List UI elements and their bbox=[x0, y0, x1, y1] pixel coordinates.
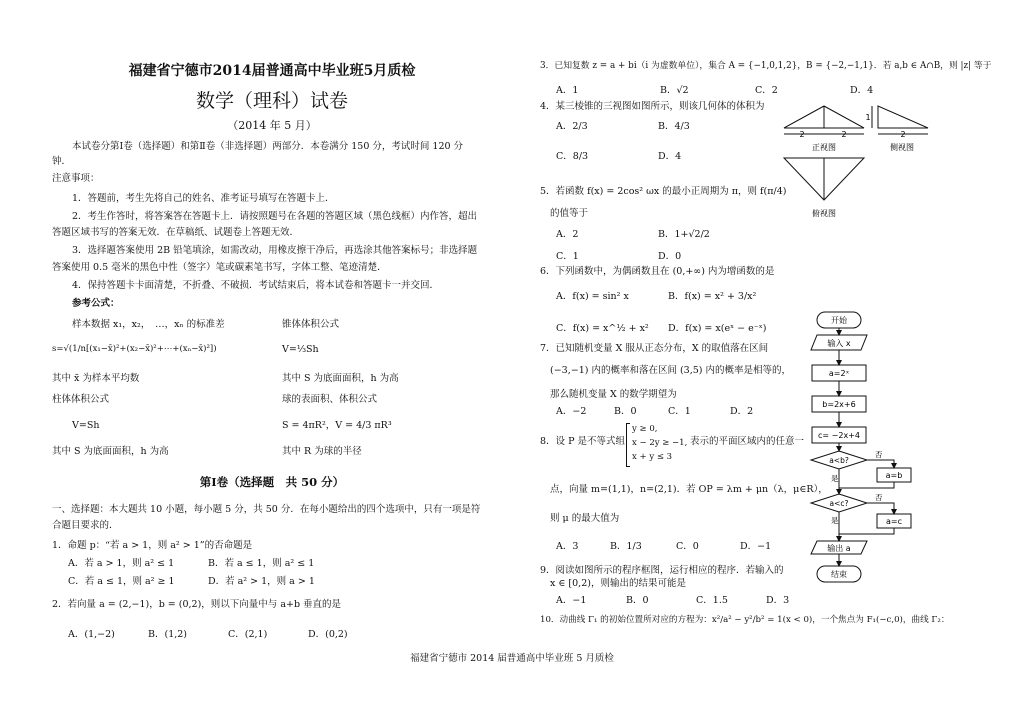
option: D．f(x) = x(eˣ − e⁻ˣ) bbox=[668, 323, 767, 334]
option: C．0 bbox=[676, 541, 699, 552]
inequality: x + y ≤ 3 bbox=[632, 452, 673, 462]
inequality: x − 2y ≥ −1, bbox=[632, 438, 688, 448]
option: C．1.5 bbox=[696, 595, 728, 606]
option: C．1 bbox=[668, 406, 691, 417]
option: A．1 bbox=[556, 85, 579, 96]
question-7: 7．已知随机变量 X 服从正态分布，X 的取值落在区间 bbox=[540, 343, 769, 354]
part1-heading: 第Ⅰ卷（选择题 共 50 分） bbox=[199, 475, 345, 489]
question-4: 4．某三棱锥的三视图如图所示，则该几何体的体积为 bbox=[540, 101, 765, 112]
option: C．2 bbox=[755, 85, 778, 96]
formula: V=⅓Sh bbox=[282, 344, 319, 355]
option: A．3 bbox=[556, 541, 579, 552]
start-label: 开始 bbox=[831, 316, 847, 325]
option: C．8/3 bbox=[556, 151, 589, 162]
process-b-label: b=2x+6 bbox=[822, 400, 856, 409]
question-8: 8．设 P 是不等式组 bbox=[540, 436, 625, 447]
option: D．(0,2) bbox=[308, 629, 348, 640]
section-instruction: 一、选择题：本大题共 10 小题，每小题 5 分，共 50 分．在每小题给出的四个选项中，只有一项是符 bbox=[52, 504, 481, 515]
formula-title: 球的表面积、体积公式 bbox=[282, 394, 378, 405]
option: A．2/3 bbox=[556, 121, 588, 132]
decision-2-label: a<c? bbox=[829, 499, 849, 508]
yes-label: 是 bbox=[831, 474, 839, 483]
question-9: 9．阅读如图所示的程序框图，运行相应的程序．若输入的 bbox=[540, 565, 784, 576]
dim-label: 1 bbox=[865, 113, 871, 122]
option: C．1 bbox=[556, 251, 579, 262]
front-view-caption: 正视图 bbox=[812, 143, 836, 152]
note-item: 2．考生作答时，将答案答在答题卡上．请按照题号在各题的答题区域（黑色线框）内作答，超出 bbox=[72, 211, 478, 222]
process-a-label: a=2ˣ bbox=[828, 369, 850, 378]
question-5-cont: 的值等于 bbox=[550, 208, 589, 219]
formulas-label: 参考公式： bbox=[72, 298, 120, 309]
formula-title: 锥体体积公式 bbox=[282, 319, 340, 330]
question-9-cont: x ∈ [0,2)，则输出的结果可能是 bbox=[550, 578, 686, 589]
question-8-cont: 点，向量 m=(1,1)，n=(2,1)．若 OP = λm + μn（λ，μ∈R）， bbox=[550, 484, 828, 495]
section-instruction: 合题目要求的． bbox=[52, 520, 119, 531]
exam-subtitle: 数学（理科）试卷 bbox=[195, 90, 348, 112]
end-label: 结束 bbox=[831, 570, 847, 579]
option: D．4 bbox=[658, 151, 682, 162]
option: A．2 bbox=[556, 229, 579, 240]
option: A．若 a > 1，则 a² ≤ 1 bbox=[68, 558, 175, 569]
question-10: 10．动曲线 Γ₁ 的初始位置所对应的方程为：x²/a² − y²/b² = 1(x < 0)，一个焦点为 F₁(−c,0)，曲线 Γ₂： bbox=[540, 615, 950, 625]
formula: S = 4πR²，V = 4/3 πR³ bbox=[282, 420, 392, 431]
page-footer: 福建省宁德市 2014 届普通高中毕业班 5 月质检 bbox=[410, 653, 614, 664]
question-6: 6．下列函数中，为偶函数且在 (0,+∞) 内为增函数的是 bbox=[540, 266, 775, 277]
yes-label: 是 bbox=[831, 516, 839, 525]
option: D．0 bbox=[658, 251, 682, 262]
option: B．1+√2/2 bbox=[658, 229, 710, 240]
intro-line: 钟． bbox=[52, 156, 72, 167]
output-label: 输出 a bbox=[827, 544, 851, 553]
option: D．3 bbox=[766, 595, 790, 606]
question-8-cont: 则 μ 的最大值为 bbox=[550, 513, 620, 524]
question-2: 2．若向量 a = (2,−1)，b = (0,2)，则以下向量中与 a+b 垂直的是 bbox=[52, 599, 342, 610]
formula-note: 其中 S 为底面面积，h 为高 bbox=[282, 373, 399, 384]
side-view-caption: 侧视图 bbox=[890, 143, 914, 152]
option: D．若 a² > 1，则 a > 1 bbox=[208, 576, 315, 587]
option: C．(2,1) bbox=[228, 629, 268, 640]
notes-label: 注意事项： bbox=[52, 173, 100, 184]
formula-title: 柱体体积公式 bbox=[52, 394, 110, 405]
formula-title: 样本数据 x₁，x₂， …，xₙ 的标准差 bbox=[72, 319, 225, 330]
dim-label: 2 bbox=[841, 130, 847, 139]
assign-ab-label: a=b bbox=[885, 471, 903, 480]
brace bbox=[626, 423, 630, 467]
intro-line: 本试卷分第Ⅰ卷（选择题）和第Ⅱ卷（非选择题）两部分．本卷满分 150 分，考试时间 120 分 bbox=[72, 141, 464, 152]
formula: V=Sh bbox=[72, 420, 100, 431]
inequality: y ≥ 0, bbox=[632, 424, 658, 434]
option: B．(1,2) bbox=[148, 629, 188, 640]
exam-title: 福建省宁德市2014届普通高中毕业班5月质检 bbox=[128, 63, 416, 79]
note-item: 答案使用 0.5 毫米的黑色中性（签字）笔或碳素笔书写，字体工整、笔迹清楚． bbox=[52, 262, 387, 273]
formula-note: 其中 R 为球的半径 bbox=[282, 446, 362, 457]
dim-label: 2 bbox=[799, 130, 805, 139]
no-label: 否 bbox=[875, 493, 883, 502]
question-7-cont: 那么随机变量 X 的数学期望为 bbox=[550, 389, 677, 400]
input-label: 输入 x bbox=[827, 339, 851, 348]
option: D．2 bbox=[730, 406, 754, 417]
question-3: 3．已知复数 z = a + bi（i 为虚数单位），集合 A = {−1,0,1,2}，B = {−2,−1,1}．若 a,b ∈ A∩B，则 |z| 等于 bbox=[540, 61, 992, 71]
question-7-cont: (−3,−1) 内的概率和落在区间 (3,5) 内的概率是相等的， bbox=[550, 365, 792, 376]
option: A．f(x) = sin² x bbox=[556, 291, 629, 302]
option: B．4/3 bbox=[658, 121, 690, 132]
top-view-caption: 俯视图 bbox=[812, 209, 836, 218]
option: B．√2 bbox=[660, 85, 689, 96]
option: B．1/3 bbox=[610, 541, 642, 552]
three-view-figure bbox=[780, 100, 950, 225]
process-c-label: c= −2x+4 bbox=[818, 431, 860, 440]
option: B．f(x) = x² + 3/x² bbox=[668, 291, 757, 302]
formula: s=√(1/n[(x₁−x̄)²+(x₂−x̄)²+⋯+(xₙ−x̄)²]) bbox=[52, 344, 217, 354]
side-view-shape bbox=[878, 106, 928, 128]
question-8-cont: 表示的平面区域内的任意一 bbox=[690, 436, 805, 447]
formula-note: 其中 S 为底面面积，h 为高 bbox=[52, 446, 169, 457]
note-item: 3．选择题答案使用 2B 铅笔填涂，如需改动，用橡皮擦干净后，再选涂其他答案标号；非选择题 bbox=[72, 245, 478, 256]
question-1: 1．命题 p：“若 a > 1，则 a² > 1”的否命题是 bbox=[52, 540, 253, 551]
exam-date: （2014 年 5 月） bbox=[227, 119, 317, 132]
option: C．f(x) = x^½ + x² bbox=[556, 323, 649, 334]
note-item: 答题区域书写的答案无效．在草稿纸、试题卷上答题无效． bbox=[52, 227, 300, 238]
option: D．4 bbox=[850, 85, 874, 96]
option: A．−2 bbox=[556, 406, 587, 417]
decision-1-label: a<b? bbox=[829, 456, 849, 465]
option: D．−1 bbox=[740, 541, 772, 552]
option: A．(1,−2) bbox=[68, 629, 115, 640]
option: B．若 a ≤ 1，则 a² ≤ 1 bbox=[208, 558, 315, 569]
option: B．0 bbox=[626, 595, 649, 606]
flowchart bbox=[795, 308, 920, 586]
no-label: 否 bbox=[875, 450, 883, 459]
dim-label: 2 bbox=[900, 130, 906, 139]
question-5: 5．若函数 f(x) = 2cos² ωx 的最小正周期为 π，则 f(π/4) bbox=[540, 186, 787, 197]
formula-note: 其中 x̄ 为样本平均数 bbox=[52, 373, 140, 384]
option: A．−1 bbox=[556, 595, 587, 606]
assign-ac-label: a=c bbox=[885, 517, 903, 526]
option: C．若 a ≤ 1，则 a² ≥ 1 bbox=[68, 576, 175, 587]
note-item: 1．答题前，考生先将自己的姓名、准考证号填写在答题卡上． bbox=[72, 193, 335, 204]
note-item: 4．保持答题卡卡面清楚，不折叠、不破损．考试结束后，将本试卷和答题卡一并交回． bbox=[72, 280, 440, 291]
option: B．0 bbox=[614, 406, 637, 417]
